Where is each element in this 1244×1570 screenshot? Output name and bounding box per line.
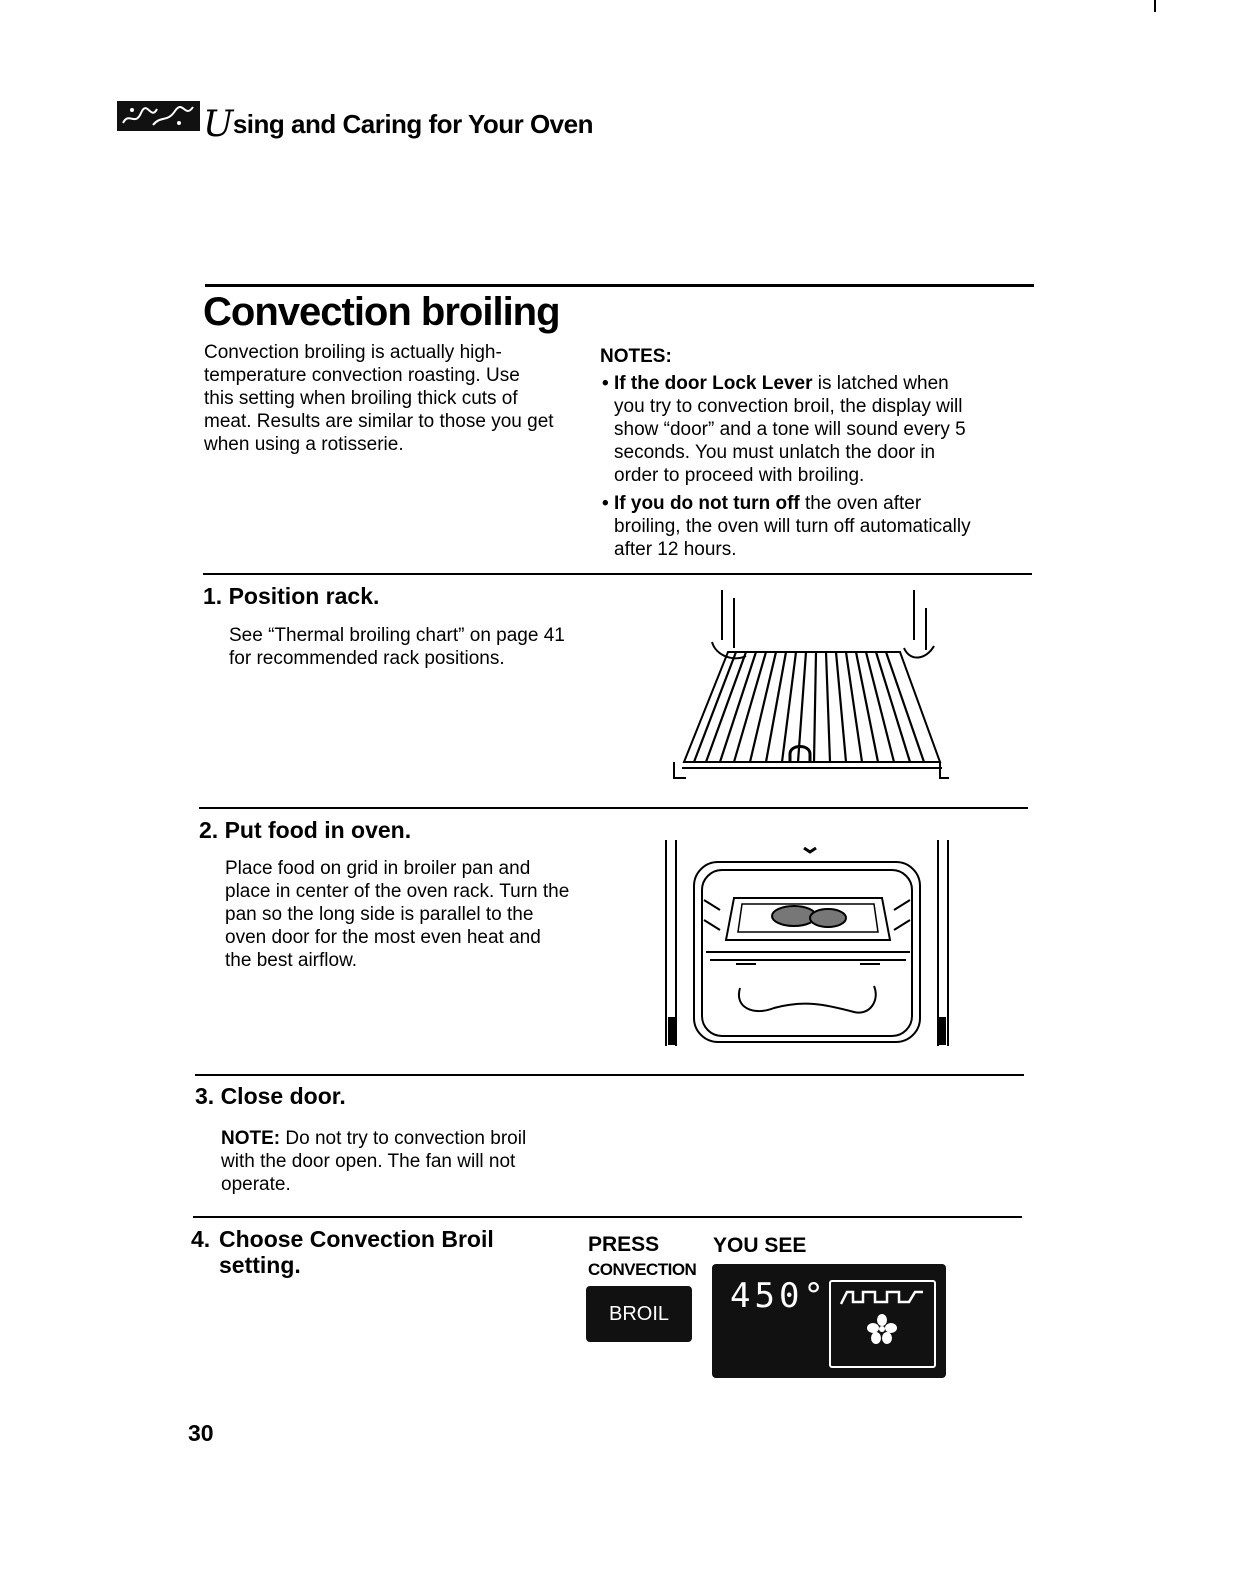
- chapter-header-text: sing and Caring for Your Oven: [232, 109, 593, 139]
- chapter-header: [203, 104, 593, 145]
- note-text: is latched when you try to convection broil, the display will show “door” and a tone will sound every 5 seconds. You must unlatch the door in order to proceed with broiling.: [614, 373, 966, 486]
- oven-interior-illustration: [664, 840, 951, 1046]
- step-divider: [199, 807, 1028, 809]
- section-title: Convection broiling: [203, 290, 560, 334]
- page-number: 30: [188, 1420, 214, 1446]
- note-text: the oven after broiling, the oven will turn off automatically after 12 hours.: [614, 493, 971, 560]
- section-intro: Convection broiling is actually high-temperature convection roasting. Use this setting when broiling thick cuts of meat. Results are similar to those you get when using a rotisserie.: [204, 342, 554, 455]
- step-text: Do not try to convection broil with the door open. The fan will not operate.: [221, 1128, 527, 1195]
- step-divider: [193, 1216, 1022, 1218]
- section-top-rule: [205, 284, 1034, 287]
- step-title: 3. Close door.: [195, 1083, 346, 1109]
- convection-label: CONVECTION: [588, 1260, 697, 1279]
- step-title: 2. Put food in oven.: [199, 817, 412, 843]
- fan-icon: [867, 1314, 897, 1344]
- note-bold: If the door Lock Lever: [614, 373, 813, 394]
- display-temperature: 450°: [730, 1276, 828, 1316]
- step-divider: [203, 573, 1032, 575]
- notes-heading: NOTES:: [600, 346, 672, 367]
- you-see-label: YOU SEE: [713, 1234, 807, 1257]
- broil-button[interactable]: BROIL: [586, 1286, 692, 1342]
- oven-rack-illustration: [664, 590, 949, 790]
- step-text: Place food on grid in broiler pan and place in center of the oven rack. Turn the pan so the long side is parallel to the oven door for the most even heat and the best airflow.: [225, 858, 570, 971]
- step-text: See “Thermal broiling chart” on page 41 for recommended rack positions.: [229, 625, 565, 669]
- step-title-text: Choose Convection Broil setting.: [219, 1226, 494, 1278]
- display-status-box: [829, 1280, 936, 1368]
- step-divider: [195, 1074, 1024, 1076]
- note-item: • If the door Lock Lever is latched when you try to convection broil, the display will show “door” and a tone will sound every 5 seconds. You must unlatch the door in order to proceed with broiling.: [602, 373, 966, 486]
- note-label: NOTE:: [221, 1128, 281, 1149]
- decorative-brush-logo-icon: [117, 101, 200, 131]
- step-title: 4. Choose Convection Broil setting.: [191, 1226, 521, 1278]
- press-label: PRESS: [588, 1233, 660, 1256]
- corner-crop-mark: [1154, 0, 1156, 12]
- note-item: • If you do not turn off the oven after broiling, the oven will turn off automatically after 12 hours.: [602, 493, 971, 560]
- step-title: 1. Position rack.: [203, 583, 380, 609]
- step-note: [221, 1127, 556, 1196]
- chapter-header-initial: U: [203, 104, 233, 145]
- note-bold: If you do not turn off: [614, 493, 800, 514]
